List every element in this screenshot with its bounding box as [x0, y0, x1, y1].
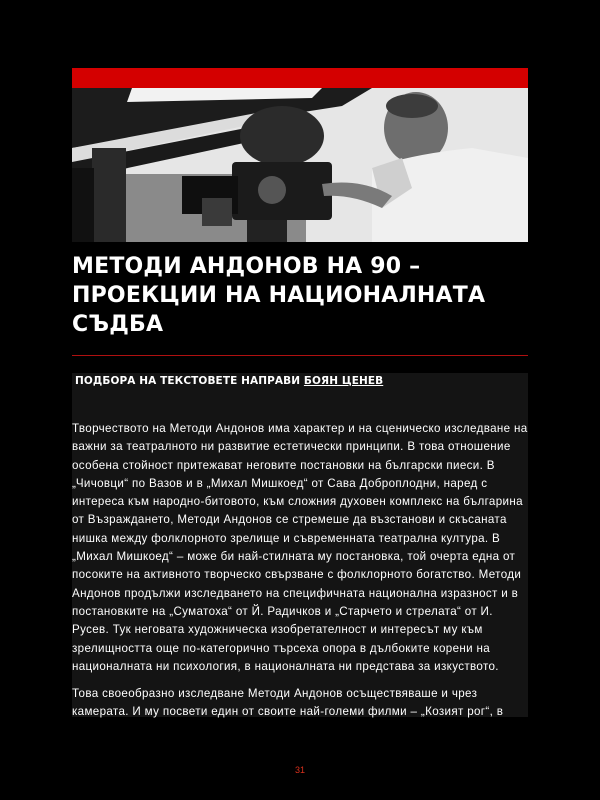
- header-red-bar: [72, 68, 528, 88]
- article-title: МЕТОДИ АНДОНОВ НА 90 – ПРОЕКЦИИ НА НАЦИОНАЛНАТА СЪДБА: [72, 254, 486, 337]
- body-paragraph: Това своеобразно изследване Методи Андонов осъществяваше и чрез камерата. И му посвети един от своите най-големи филми – „Козият рог“, в: [72, 687, 504, 719]
- article-body: [72, 420, 528, 731]
- director-camera-photo: [72, 88, 528, 242]
- article-credit: [75, 375, 383, 387]
- credit-prefix: ПОДБОРА НА ТЕКСТОВЕТЕ НАПРАВИ: [75, 375, 301, 387]
- title-divider: [72, 355, 528, 356]
- body-paragraph: Творчеството на Методи Андонов има характер и на сценическо изследване на важни за театралното ни развитие естетически принципи. В това отношение особена стойност притежават неговите постановки на български пиеси. В „Чичовци“ по Вазов и в „Михал Мишкоед“ от Сава Доброплодни, наред с интереса към народно-битовото, към сложния духовен комплекс на българина от Възраждането, Методи Андонов се стремеше да възстанови и скъсаната нишка между фолклорното зрелище и съвременната театрална култура. В „Михал Мишкоед“ – може би най-стилната му постановка, той очерта една от посоките на активното творческо свързване с фолклорното богатство. Методи Андонов продължи изследването на специфичната национална изразност и в постановките на „Суматоха“ от Й. Радичков и „Старчето и стрелата“ от И. Русев. Тук неговата художническа изобретателност и интересът му към зрелищността още по-категорично търсеха опора в дълбоките корени на националната ни психология, в националната ни представа за изкуството.: [72, 422, 528, 673]
- page-number: 31: [294, 765, 305, 775]
- credit-author-link[interactable]: БОЯН ЦЕНЕВ: [303, 375, 384, 387]
